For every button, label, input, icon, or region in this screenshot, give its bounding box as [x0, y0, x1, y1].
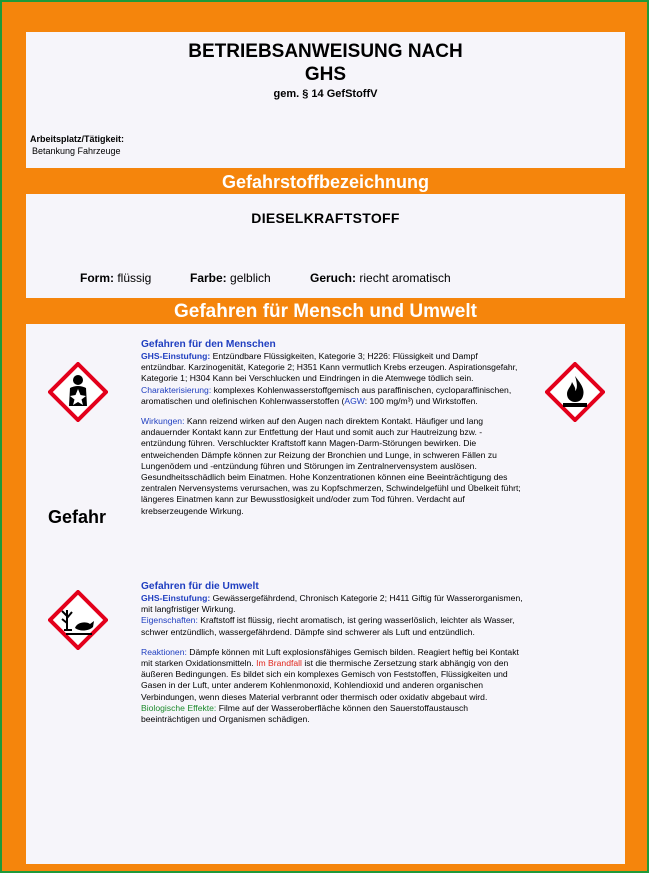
fire-label: Im Brandfall: [256, 658, 302, 669]
human-hazards-block: [141, 338, 523, 517]
char-text: komplexes Kohlenwasserstoffgemisch aus paraffinischen, cycloparaffinischen, aromatischen und olefinischen Kohlenwasserstoffen (: [141, 384, 512, 406]
document-subtitle: gem. § 14 GefStoffV: [273, 88, 378, 100]
form-value: flüssig: [117, 271, 152, 285]
human-characterization: [141, 385, 523, 407]
document-title: [26, 40, 625, 86]
env-ghs-label: GHS-Einstufung:: [141, 593, 211, 603]
section-heading-substance: Gefahrstoffbezeichnung: [221, 172, 429, 192]
bio-label: Biologische Effekte:: [141, 702, 217, 713]
human-ghs-text: Entzündbare Flüssigkeiten, Kategorie 3; H226: Flüssigkeit und Dampf entzündbar. Karzinogenität, Kategorie 2; H351 Kann vermutlich Krebs erzeugen. Aspirationsgefahr, Kategorie 1; H304 Kann bei Verschlucken und Eindringen in die Atemwege tödlich sein.: [141, 351, 518, 384]
hazards-panel: [26, 324, 625, 864]
odor-value: riecht aromatisch: [359, 271, 451, 285]
health-hazard-icon: [48, 362, 108, 422]
odor-label: Geruch:: [310, 271, 357, 285]
section-heading-hazards: Gefahren für Mensch und Umwelt: [174, 301, 477, 322]
substance-panel: [26, 194, 625, 298]
color-label: Farbe:: [190, 271, 227, 285]
form-property: [80, 271, 151, 285]
react-text-2: ist die thermische Zersetzung stark abhängig von den äußeren Bedingungen. Es bildet sich ein komplexes Gemisch von Feststoffen, Flüssigkeiten und Gasen in der Luft, unter anderem Kohlenmonoxid, Kohlendioxid und anderen organischen Verbindungen, wenn dieses Material verbrannt oder thermisch oder oxidativ abgebaut wird.: [141, 658, 509, 702]
title-line-2: GHS: [304, 64, 347, 85]
environment-hazard-icon: [48, 590, 108, 650]
effects-text: Kann reizend wirken auf den Augen nach direktem Kontakt. Häufiger und lang andauernder Kontakt kann zur Entfettung der Haut und somit auch zur Hautreizung bzw. -entzündung führen. Verschluckter Kraftstoff kann Magen-Darm-Störungen bewirken. Die entweichenden Dämpfe können zur Reizung der Bronchien und Lunge, in schweren Fällen zu Lungenödem und -entzündung führen und Störungen im Zentralnervensystem auslösen. Gesundheitsschädlich beim Einatmen. Hohe Konzentrationen können eine Beeinträchtigung des zentralen Nervensystems verursachen, was zu Kopfschmerzen, Schwindelgefühl und Übelkeit führt; längeres Einatmen kann zur Bewusstlosigkeit und/oder zum Tod führen. Verdacht auf krebserzeugende Wirkung.: [141, 416, 521, 516]
react-label: Reaktionen:: [141, 646, 187, 657]
human-effects: [141, 416, 523, 517]
flammable-icon: [545, 362, 605, 422]
color-value: gelblich: [230, 271, 271, 285]
environment-hazards-heading: Gefahren für die Umwelt: [141, 581, 259, 592]
workplace-value: Betankung Fahrzeuge: [32, 146, 121, 156]
odor-property: [310, 271, 451, 285]
agw-label: AGW: [344, 395, 365, 406]
effects-label: Wirkungen:: [141, 416, 185, 427]
signal-word: Gefahr: [48, 507, 107, 527]
biological-effects: [141, 703, 523, 725]
substance-name: DIESELKRAFTSTOFF: [251, 210, 400, 226]
char-label: Charakterisierung:: [141, 384, 212, 395]
header-panel: [26, 32, 625, 168]
env-ghs-text: Gewässergefährdend, Chronisch Kategorie 2; H411 Giftig für Wasserorganismen, mit langfristiger Wirkung.: [141, 593, 523, 615]
environment-ghs-classification: [141, 593, 523, 615]
char-text-end: : 100 mg/m³) und Wirkstoffen.: [364, 395, 478, 406]
workplace-label: Arbeitsplatz/Tätigkeit:: [30, 134, 125, 144]
color-property: [190, 271, 271, 285]
props-text: Kraftstoff ist flüssig, riecht aromatisch, ist gering wasserlöslich, leichter als Wasser, schwer entzündlich, wassergefährdend. Dämpfe sind schwerer als Luft und entzündlich.: [141, 615, 515, 637]
form-label: Form:: [80, 271, 114, 285]
environment-hazards-block: [141, 580, 523, 725]
environment-reactions: [141, 647, 523, 703]
title-line-1: BETRIEBSANWEISUNG NACH: [188, 41, 463, 62]
human-ghs-label: GHS-Einstufung:: [141, 351, 211, 361]
props-label: Eigenschaften:: [141, 615, 198, 626]
environment-properties: [141, 615, 523, 637]
human-ghs-classification: [141, 351, 523, 385]
react-text-1: Dämpfe können mit Luft explosionsfähiges Gemisch bilden. Reagiert heftig bei Kontakt mit starken Oxidationsmitteln.: [141, 646, 519, 669]
human-hazards-heading: Gefahren für den Menschen: [141, 339, 276, 350]
bio-text: Filme auf der Wasseroberfläche können den Sauerstoffaustausch beeinträchtigen und Organismen schädigen.: [141, 702, 469, 725]
